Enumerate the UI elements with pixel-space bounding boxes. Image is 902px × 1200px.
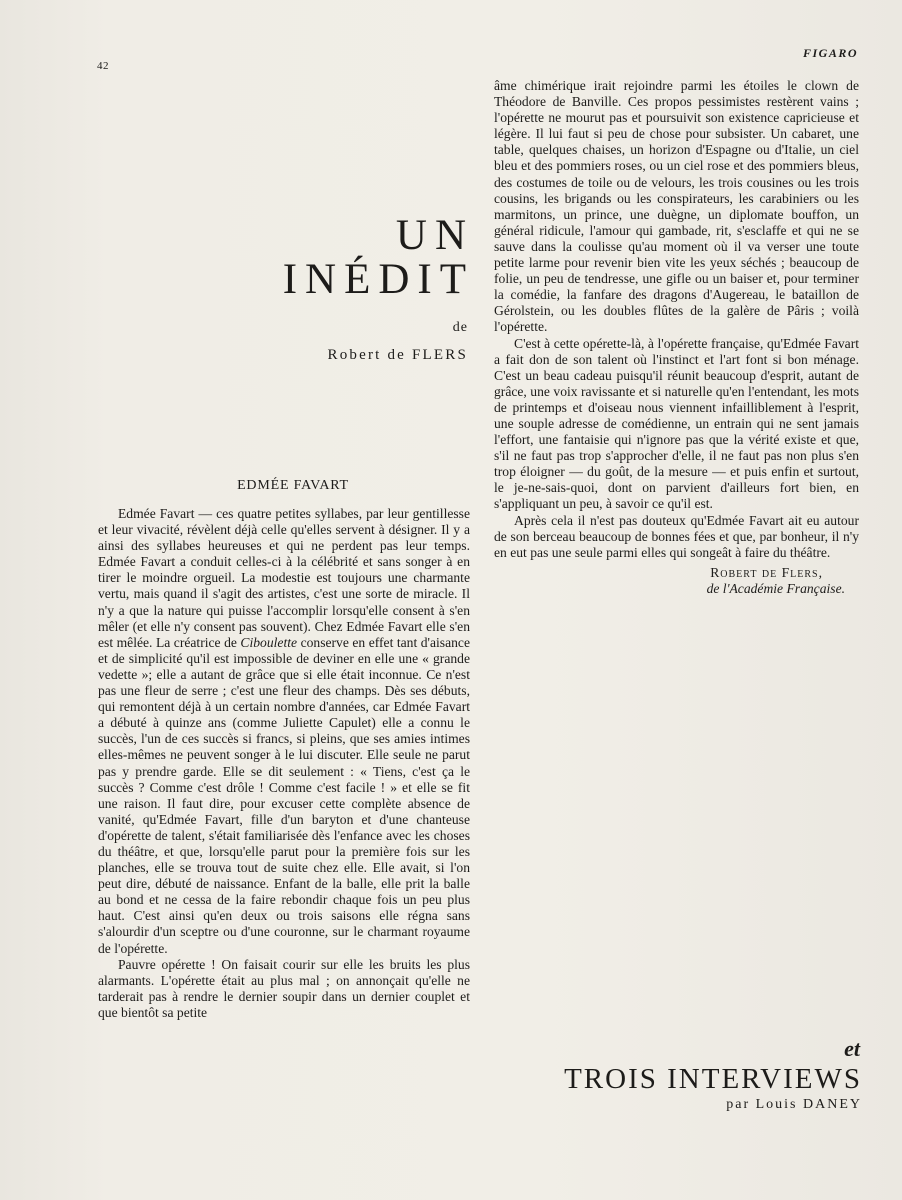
teaser-byline: par Louis DANEY [726,1097,862,1112]
right-column [494,78,859,597]
left-paragraph-1-continued: conserve en effet tant d'aisance et de simplicité qu'il est impossible de deviner en elle une « grande vedette »; elle a autant de grâce que si elle était inconnue. Ce n'est pas une fleur de serre ; c'est une fleur des champs. Dès ses débuts, qui remontent déjà à un certain nombre d'années, car Edmée Favart a débuté à quinze ans (comme Juliette Capulet) elle a connu le succès, l'un de ces succès si francs, si pleins, que ses amies intimes elles-mêmes ne peuvent songer à le lui discuter. Elle seule ne parut pas y prendre garde. Elle se dit seulement : « Tiens, c'est ça le succès ? Comme c'est drôle ! Comme c'est facile ! » et elle se fit une raison. Il faut dire, pour excuser cette complète absence de vanité, qu'Edmée Favart, fille d'un baryton et d'une chanteuse d'opérette de talent, s'était familiarisée dès l'enfance avec les choses du théâtre, et que, lorsqu'elle parut pour la première fois sur les planches, elle se trouva tout de suite chez elle. Elle avait, si l'on peut dire, débuté de naissance. Enfant de la balle, elle prit la balle au bond et ne cessa de la faire rebondir chaque fois un peu plus haut. C'est ainsi qu'en deux ou trois saisons elle régna sans s'alourdir d'un sceptre ou d'une couronne, sur le charmant royaume de l'opérette. [98,634,470,956]
signature-title: de l'Académie Française. [706,580,845,596]
article-byline-de: de [452,320,468,335]
teaser-et: et [844,1036,860,1061]
right-paragraph-3: Après cela il n'est pas douteux qu'Edmée Favart ait eu autour de son berceau beaucoup de bonnes fées et que, par bonheur, il n'y en eut pas une seule parmi elles qui songeât à faire du théâtre. [494,512,859,560]
show-title-ciboulette: Ciboulette [240,634,298,650]
right-paragraph-2: C'est à cette opérette-là, à l'opérette française, qu'Edmée Favart a fait don de son talent où l'instinct et l'art font si bon ménage. C'est un beau cadeau puisqu'il réunit beaucoup d'esprit, autant de grâce, une voix ravissante et si naturelle qu'en l'entendant, les mots de printemps et d'oiseau nous viennent infailliblement à l'esprit, une souple adresse de comédienne, un entrain qui ne sent jamais l'effort, une fantaisie qui n'ignore pas que la vérité existe et que, s'il ne faut pas trop s'approcher d'elle, il ne faut pas non plus s'en trop éloigner — du goût, de la mesure — et puis enfin et surtout, le je-ne-sais-quoi, dont on parvient d'ailleurs fort bien, en s'appliquant un peu, à savoir ce qu'il est. [494,335,859,512]
article-title-line-2: INÉDIT [282,256,474,303]
left-column [98,506,470,1021]
right-paragraph-1: âme chimérique irait rejoindre parmi les étoiles le clown de Théodore de Banville. Ces propos pessimistes restèrent vains ; l'opérette ne mourut pas et poursuivit son existence capricieuse et légère. Il lui faut si peu de chose pour subsister. Un cabaret, une table, quelques chaises, un horizon d'Espagne ou d'Italie, un ciel bleu et des pommiers roses, ou un ciel rose et des pommiers bleus, des costumes de toile ou de velours, les trois cousines ou les trois cousins, les brigands ou les conspirateurs, les carabiniers ou les marmitons, un prince, une duègne, un diplomate bouffon, un général ridicule, l'amour qui gambade, rit, s'esclaffe et qui ne se sauve dans la coulisse qu'au moment où il va verser une toute petite larme pour revenir bien vite les yeux séchés ; beaucoup de folie, un peu de tendresse, une gifle ou un baiser et, pour terminer la comédie, la fanfare des dragons d'Augereau, le bataillon de Gérolstein, ou les doubles flûtes de la galère de Pâris ; voilà l'opérette. [494,78,859,335]
section-heading: EDMÉE FAVART [237,478,349,493]
article-title-block [200,212,474,364]
signature-name: Robert de Flers, [710,564,823,580]
page-number: 42 [97,60,109,72]
left-paragraph-1-text: Edmée Favart — ces quatre petites syllabes, par leur gentillesse et leur vivacité, révèlent déjà celle qu'elles servent à désigner. Il y a ainsi des syllabes heureuses et qui ne perdent pas leur temps. Edmée Favart a conduit celles-ci à la célébrité et sans songer à en tirer le moindre orgueil. La modestie est toujours une charmante vertu, mais quand il s'agit des artistes, c'est une sorte de miracle. Il n'y a que la nature qui puisse l'accomplir lorsqu'elle consent à s'en mêler (et elle n'y consent pas souvent). Chez Edmée Favart elle s'en est mêlée. La créatrice de [98,506,470,650]
left-paragraph-2: Pauvre opérette ! On faisait courir sur elle les bruits les plus alarmants. L'opérette était au plus mal ; on annonçait qu'elle ne tarderait pas à rendre le dernier soupir dans un dernier couplet et que bientôt sa petite [98,956,470,1020]
teaser-title: TROIS INTERVIEWS [564,1063,862,1095]
article-title-line-1: UN [395,212,474,259]
running-head: FIGARO [802,46,858,60]
left-paragraph-1 [98,506,470,957]
signature [494,565,859,597]
article-author: Robert de FLERS [327,347,468,363]
teaser-block [502,1036,862,1114]
